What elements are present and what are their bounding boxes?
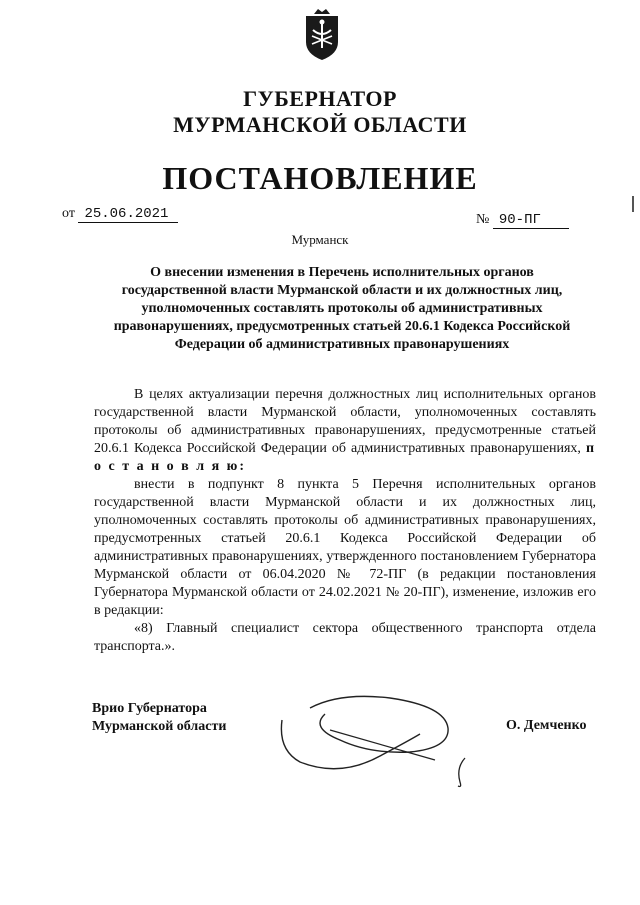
preamble-text: В целях актуализации перечня должностных лиц исполнительных органов государственной власти Мурманской области, уполномоченных составлять протоколы об административных правонарушениях, предусмотренные статьей 20.6.1 Кодекса Российской Федерации об административных правонарушениях, (94, 387, 596, 456)
edge-mark (632, 196, 634, 212)
issuer-line-2: МУРМАНСКОЙ ОБЛАСТИ (173, 112, 467, 137)
coat-of-arms-emblem (300, 8, 344, 62)
date-prefix: от (62, 206, 75, 221)
number-row (476, 212, 569, 229)
issuer-title (0, 86, 640, 138)
date-row (62, 206, 178, 223)
signatory-title (92, 700, 226, 736)
signatory-title-line-1: Врио Губернатора (92, 701, 207, 716)
document-number: 90-ПГ (493, 212, 569, 229)
document-date: 25.06.2021 (78, 206, 178, 223)
document-subject (96, 264, 588, 354)
signatory-name: О. Демченко (506, 718, 587, 733)
body-paragraph-new-wording: «8) Главный специалист сектора общественного транспорта отдела транспорта.». (94, 621, 596, 654)
body-paragraph-resolution: внести в подпункт 8 пункта 5 Перечня исполнительных органов государственной власти Мурманской области и их должностных лиц, уполномоченных составлять протоколы об административных правонарушениях, предусмотренных статьей 20.6.1 Кодекса Российской Федерации об административных правонарушениях, утвержденного постановлением Губернатора Мурманской области от 06.04.2020 № 72-ПГ (в редакции постановления Губернатора Мурманской области от 24.02.2021 № 20-ПГ), изменение, изложив его в редакции: (94, 477, 596, 618)
document-body (94, 386, 596, 656)
resolve-word: п о с т а н о в л я ю: (94, 441, 597, 474)
document-type: ПОСТАНОВЛЕНИЕ (162, 160, 478, 196)
issuer-line-1: ГУБЕРНАТОР (243, 86, 397, 111)
subject-line: правонарушениях, предусмотренных статьей 20.6.1 Кодекса Российской (113, 319, 571, 334)
subject-line: Федерации об административных правонарушениях (174, 337, 510, 352)
subject-line: государственной власти Мурманской области и их должностных лиц, (121, 283, 563, 298)
subject-line: уполномоченных составлять протоколы об административных (141, 301, 543, 316)
subject-line: О внесении изменения в Перечень исполнительных органов (150, 265, 534, 280)
city: Мурманск (291, 232, 349, 247)
signatory-title-line-2: Мурманской области (92, 719, 227, 734)
number-prefix: № (476, 212, 490, 227)
handwritten-signature (270, 690, 480, 790)
body-paragraph-preamble (94, 386, 596, 476)
